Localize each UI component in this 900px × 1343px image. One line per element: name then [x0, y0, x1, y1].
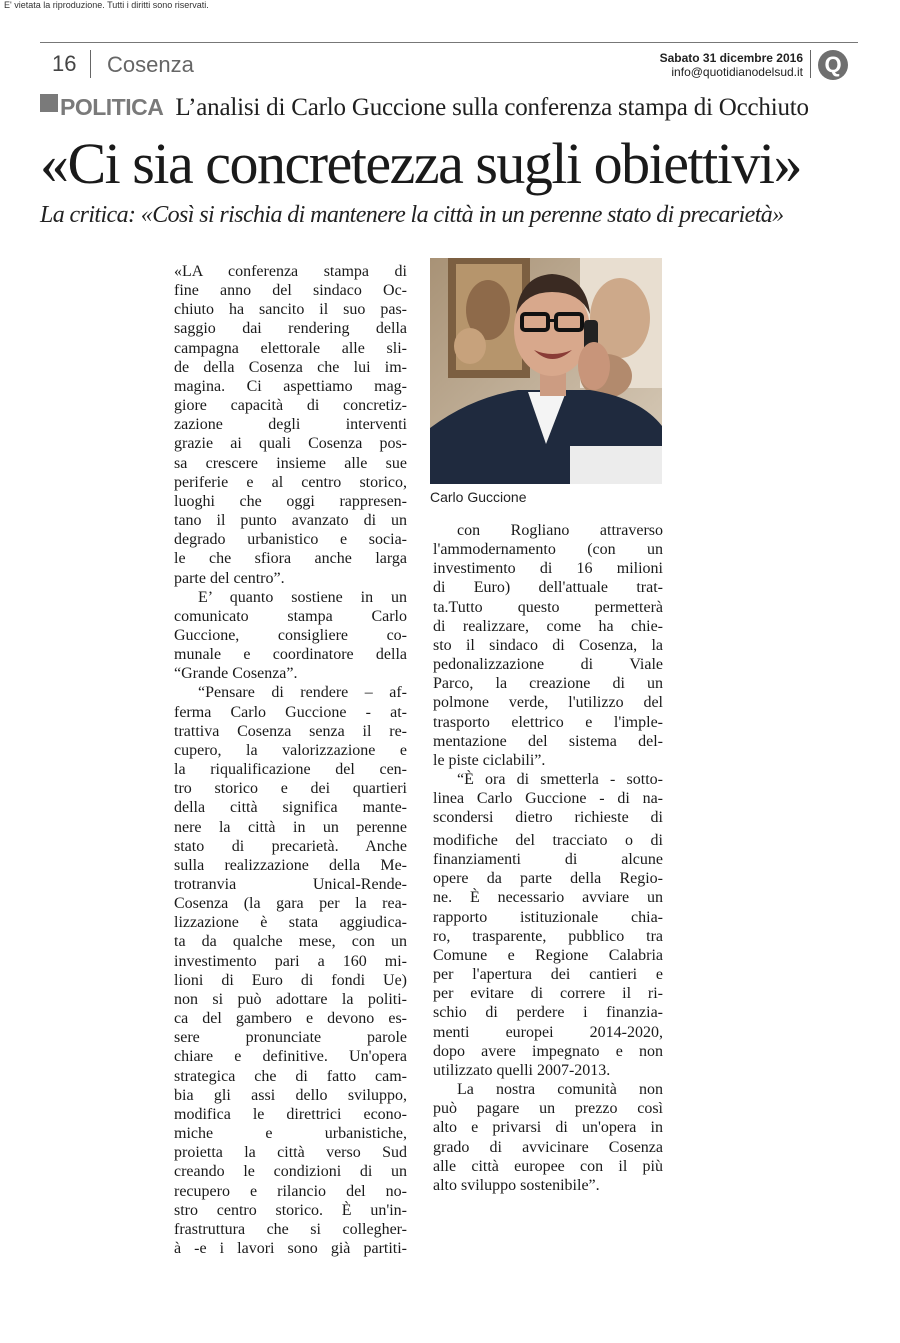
text-line: opere da parte della Regio- [433, 870, 663, 888]
text-line: ferma Carlo Guccione - at- [174, 703, 407, 721]
text-line: degrado urbanistico e socia- [174, 531, 407, 549]
text-line: alto sviluppo sostenibile”. [433, 1176, 600, 1194]
text-line: chiare e definitive. Un'opera [174, 1048, 407, 1066]
text-line: per evitare di correre il ri- [433, 985, 663, 1003]
text-line: di realizzare, come ha chie- [433, 617, 663, 635]
text-line: schio di perdere i finanzia- [433, 1004, 663, 1022]
text-line: trasporto elettrico e l'imple- [433, 713, 663, 731]
text-line: ca del gambero e devono es- [174, 1010, 407, 1028]
text-line: mentazione del sistema del- [433, 732, 663, 750]
text-line: luoghi che oggi rappresen- [174, 492, 407, 510]
text-line: lizzazione è stata aggiudica- [174, 914, 407, 932]
text-line: campagna elettorale alle sli- [174, 339, 407, 357]
text-line: della città significa mante- [174, 799, 407, 817]
text-line: modifica le direttrici econo- [174, 1105, 407, 1123]
text-line: creando le condizioni di un [174, 1163, 407, 1181]
text-line: alto e privarsi di un'opera in [433, 1119, 663, 1137]
text-line: saggio dai rendering della [174, 320, 407, 338]
header-rule [40, 42, 858, 43]
text-line: alle città europee con il più [433, 1157, 663, 1175]
kicker-label: POLITICA [60, 94, 164, 120]
text-line: investimento pari a 160 mi- [174, 952, 407, 970]
text-line: grado di avvicinare Cosenza [433, 1138, 663, 1156]
text-line: con Rogliano attraverso [457, 522, 663, 539]
text-line: ta.Tutto questo permetterà [433, 598, 663, 616]
copyright-notice: E' vietata la riproduzione. Tutti i diritti sono riservati. [4, 0, 209, 10]
kicker-square-icon [40, 94, 58, 112]
text-line: miche e urbanistiche, [174, 1125, 407, 1143]
text-line: E’ quanto sostiene in un [198, 588, 407, 606]
text-line: linea Carlo Guccione - di na- [433, 790, 663, 808]
text-line: “Pensare di rendere – af- [198, 684, 407, 702]
headline: «Ci sia concretezza sugli obiettivi» [40, 131, 801, 196]
article-column-2-bottom [433, 831, 663, 1195]
text-line: dopo avere impegnato e non [433, 1042, 663, 1060]
text-line: de della Cosenza che lui im- [174, 358, 407, 376]
header-divider-right [810, 50, 811, 78]
text-line: rapporto istituzionale chia- [433, 908, 663, 926]
header-divider [90, 50, 91, 78]
text-line: ta da qualche mese, con un [174, 933, 407, 951]
text-line: grazie ai quali Cosenza pos- [174, 435, 407, 453]
text-line: periferie e al centro storico, [174, 473, 407, 491]
text-line: “Grande Cosenza”. [174, 665, 298, 683]
text-line: “È ora di smetterla - sotto- [457, 771, 663, 789]
text-line: lioni di Euro di fondi Ue) [174, 971, 407, 989]
text-line: strategica che di fatto cam- [174, 1067, 407, 1085]
contact-email: info@quotidianodelsud.it [671, 65, 803, 79]
text-line: non si può adottare la politi- [174, 990, 407, 1008]
text-line: comunicato stampa Carlo [174, 607, 407, 625]
text-line: menti europei 2014-2020, [433, 1023, 663, 1041]
text-line: Comune e Regione Calabria [433, 946, 663, 964]
text-line: giore capacità di concretiz- [174, 397, 407, 415]
text-line: frastruttura che si collegher- [174, 1220, 407, 1238]
text-line: La nostra comunità non [457, 1081, 663, 1099]
text-line: Cosenza (la gara per la rea- [174, 895, 407, 913]
subheadline: La critica: «Così si rischia di mantenere la città in un perenne stato di precarietà» [40, 202, 784, 228]
text-line: finanziamenti di alcune [433, 851, 663, 869]
text-line: parte del centro”. [174, 569, 285, 587]
text-line: stro centro storico. È un'in- [174, 1201, 407, 1219]
text-line: munale e coordinatore della [174, 646, 407, 664]
text-line: sere pronunciate parole [174, 1029, 407, 1047]
text-line: chiuto ha sancito il suo pas- [174, 301, 407, 319]
text-line: cupero, la valorizzazione e [174, 741, 407, 759]
text-line: Parco, la creazione di un [433, 675, 663, 693]
text-line: trotranvia Unical-Rende- [174, 876, 407, 893]
text-line: investimento di 16 milioni [433, 560, 663, 578]
portrait-photo [430, 258, 662, 484]
text-line: sa crescere insieme alle sue [174, 454, 407, 472]
section-name: Cosenza [107, 52, 194, 77]
kicker-row [40, 94, 870, 122]
text-line: per l'apertura dei cantieri e [433, 966, 663, 984]
text-line: à -e i lavori sono già partiti- [174, 1239, 407, 1257]
text-line: polmone verde, l'utilizzo del [433, 694, 663, 712]
photo-caption: Carlo Guccione [430, 489, 527, 505]
text-line: le piste ciclabili”. [433, 751, 546, 769]
text-line: zazione degli interventi [174, 416, 407, 434]
text-line: scondersi dietro richieste di [433, 809, 663, 827]
page-number: 16 [52, 51, 77, 76]
text-line: pedonalizzazione di Viale [433, 656, 663, 674]
kicker-text: L’analisi di Carlo Guccione sulla conferenza stampa di Occhiuto [175, 94, 809, 121]
text-line: di Euro) dell'attuale trat- [433, 579, 663, 597]
text-line: tano il punto avanzato di un [174, 512, 407, 530]
newspaper-logo-icon: Q [818, 50, 848, 80]
text-line: l'ammodernamento (con un [433, 541, 663, 559]
text-line: nere la città in un perenne [174, 818, 407, 836]
text-line: bia gli assi dello sviluppo, [174, 1086, 407, 1104]
text-line: modifiche del tracciato o di [433, 832, 663, 849]
text-line: proietta la città verso Sud [174, 1144, 407, 1162]
text-line: può pagare un prezzo così [433, 1100, 663, 1118]
text-line: «LA conferenza stampa di [174, 263, 407, 280]
text-line: le che sfiora anche larga [174, 550, 407, 568]
article-column-1 [174, 262, 407, 1258]
text-line: tro storico e dei quartieri [174, 780, 407, 798]
text-line: utilizzato quelli 2007-2013. [433, 1061, 611, 1079]
article-column-2-top [433, 521, 663, 828]
text-line: stato di precarietà. Anche [174, 837, 407, 855]
text-line: sto il sindaco di Cosenza, la [433, 636, 663, 654]
text-line: magina. Ci aspettiamo mag- [174, 377, 407, 395]
text-line: la riqualificazione del cen- [174, 761, 407, 779]
text-line: trattiva Cosenza senza il re- [174, 722, 407, 740]
text-line: sulla realizzazione della Me- [174, 856, 407, 874]
text-line: recupero e rilancio del no- [174, 1182, 407, 1200]
text-line: Guccione, consigliere co- [174, 626, 407, 644]
text-line: ro, trasparente, pubblico tra [433, 927, 663, 945]
text-line: fine anno del sindaco Oc- [174, 282, 407, 300]
text-line: ne. È necessario avviare un [433, 889, 663, 907]
issue-date: Sabato 31 dicembre 2016 [659, 51, 803, 65]
